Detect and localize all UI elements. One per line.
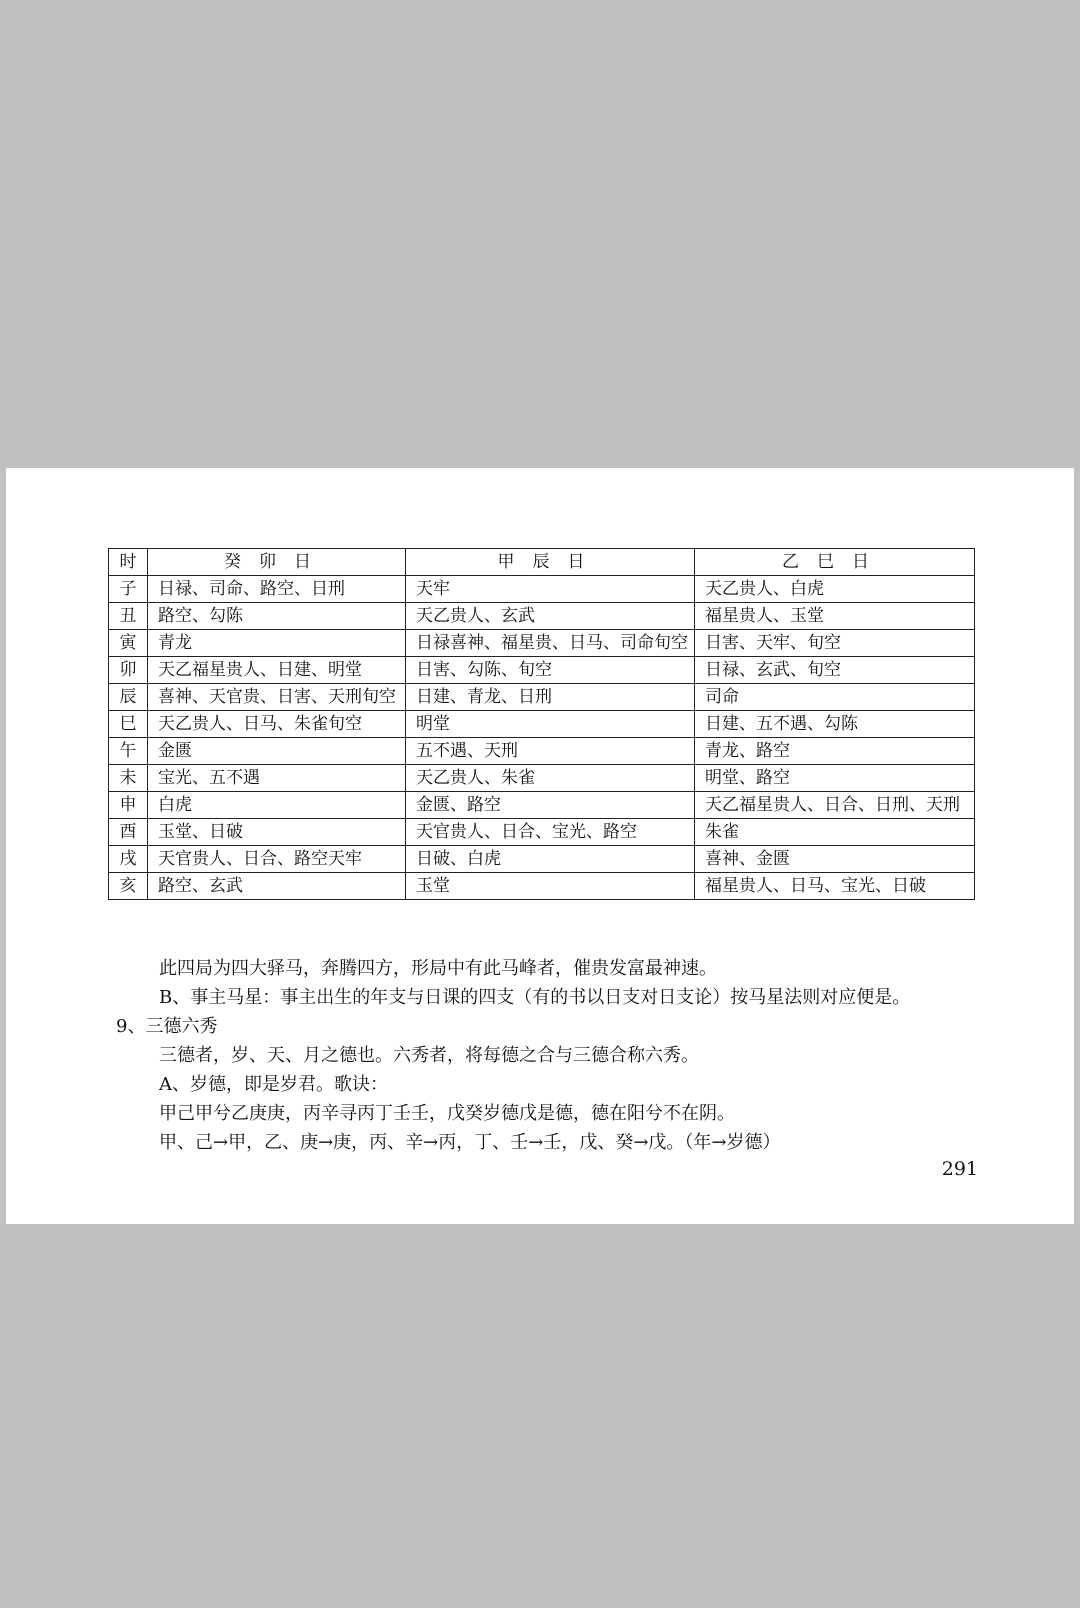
book-page: [6, 468, 1074, 1224]
header-time: 时: [109, 549, 148, 576]
guimao-cell: 路空、玄武: [148, 873, 406, 900]
branch-cell: 未: [109, 765, 148, 792]
jiachen-cell: 玉堂: [406, 873, 695, 900]
table-row: [109, 711, 975, 738]
branch-cell: 戌: [109, 846, 148, 873]
header-yisi-day: 乙巳日: [695, 549, 975, 576]
branch-cell: 丑: [109, 603, 148, 630]
guimao-cell: 金匮: [148, 738, 406, 765]
guimao-cell: 天乙贵人、日马、朱雀旬空: [148, 711, 406, 738]
header-guimao-day: 癸卯日: [148, 549, 406, 576]
guimao-cell: 路空、勾陈: [148, 603, 406, 630]
yisi-cell: 日禄、玄武、旬空: [695, 657, 975, 684]
table-row: [109, 765, 975, 792]
day-table: [108, 548, 975, 900]
table-row: [109, 603, 975, 630]
jiachen-cell: 天牢: [406, 576, 695, 603]
jiachen-cell: 五不遇、天刑: [406, 738, 695, 765]
table-row: [109, 819, 975, 846]
jiachen-cell: 日建、青龙、日刑: [406, 684, 695, 711]
jiachen-cell: 日破、白虎: [406, 846, 695, 873]
branch-cell: 申: [109, 792, 148, 819]
paragraph-year-virtue: A、岁德，即是岁君。歌诀：: [159, 1074, 388, 1095]
header-jiachen-day: 甲辰日: [406, 549, 695, 576]
jiachen-cell: 日禄喜神、福星贵、日马、司命旬空: [406, 630, 695, 657]
branch-cell: 辰: [109, 684, 148, 711]
table-row: [109, 657, 975, 684]
table-row: [109, 576, 975, 603]
branch-cell: 寅: [109, 630, 148, 657]
table-row: [109, 792, 975, 819]
yisi-cell: 天乙贵人、白虎: [695, 576, 975, 603]
table-row: [109, 873, 975, 900]
yisi-cell: 日建、五不遇、勾陈: [695, 711, 975, 738]
yisi-cell: 青龙、路空: [695, 738, 975, 765]
branch-cell: 子: [109, 576, 148, 603]
yisi-cell: 明堂、路空: [695, 765, 975, 792]
section-heading-three-virtues: 9、三德六秀: [116, 1016, 218, 1037]
yisi-cell: 福星贵人、日马、宝光、日破: [695, 873, 975, 900]
guimao-cell: 白虎: [148, 792, 406, 819]
guimao-cell: 天乙福星贵人、日建、明堂: [148, 657, 406, 684]
yisi-cell: 天乙福星贵人、日合、日刑、天刑: [695, 792, 975, 819]
paragraph-three-virtues: 三德者，岁、天、月之德也。六秀者，将每德之合与三德合称六秀。: [159, 1045, 699, 1066]
table-row: [109, 630, 975, 657]
paragraph-four-horses: 此四局为四大驿马，奔腾四方，形局中有此马峰者，催贵发富最神速。: [159, 958, 717, 979]
jiachen-cell: 日害、勾陈、旬空: [406, 657, 695, 684]
jiachen-cell: 金匮、路空: [406, 792, 695, 819]
table-row: [109, 738, 975, 765]
guimao-cell: 喜神、天官贵、日害、天刑旬空: [148, 684, 406, 711]
branch-cell: 酉: [109, 819, 148, 846]
branch-cell: 亥: [109, 873, 148, 900]
branch-cell: 午: [109, 738, 148, 765]
table-header-row: [109, 549, 975, 576]
paragraph-verse: 甲己甲兮乙庚庚，丙辛寻丙丁壬壬，戊癸岁德戊是德，德在阳兮不在阴。: [159, 1103, 735, 1124]
guimao-cell: 日禄、司命、路空、日刑: [148, 576, 406, 603]
branch-cell: 巳: [109, 711, 148, 738]
jiachen-cell: 天官贵人、日合、宝光、路空: [406, 819, 695, 846]
yisi-cell: 朱雀: [695, 819, 975, 846]
guimao-cell: 玉堂、日破: [148, 819, 406, 846]
paragraph-host-horse-star: B、事主马星：事主出生的年支与日课的四支（有的书以日支对日支论）按马星法则对应便是。: [159, 987, 911, 1008]
paragraph-mapping: 甲、己→甲，乙、庚→庚，丙、辛→丙，丁、壬→壬，戊、癸→戊。（年→岁德）: [159, 1132, 781, 1153]
guimao-cell: 青龙: [148, 630, 406, 657]
jiachen-cell: 明堂: [406, 711, 695, 738]
jiachen-cell: 天乙贵人、朱雀: [406, 765, 695, 792]
yisi-cell: 日害、天牢、旬空: [695, 630, 975, 657]
yisi-cell: 福星贵人、玉堂: [695, 603, 975, 630]
page-number: 291: [941, 1158, 978, 1180]
table-row: [109, 684, 975, 711]
branch-cell: 卯: [109, 657, 148, 684]
yisi-cell: 司命: [695, 684, 975, 711]
guimao-cell: 天官贵人、日合、路空天牢: [148, 846, 406, 873]
guimao-cell: 宝光、五不遇: [148, 765, 406, 792]
yisi-cell: 喜神、金匮: [695, 846, 975, 873]
table-row: [109, 846, 975, 873]
jiachen-cell: 天乙贵人、玄武: [406, 603, 695, 630]
